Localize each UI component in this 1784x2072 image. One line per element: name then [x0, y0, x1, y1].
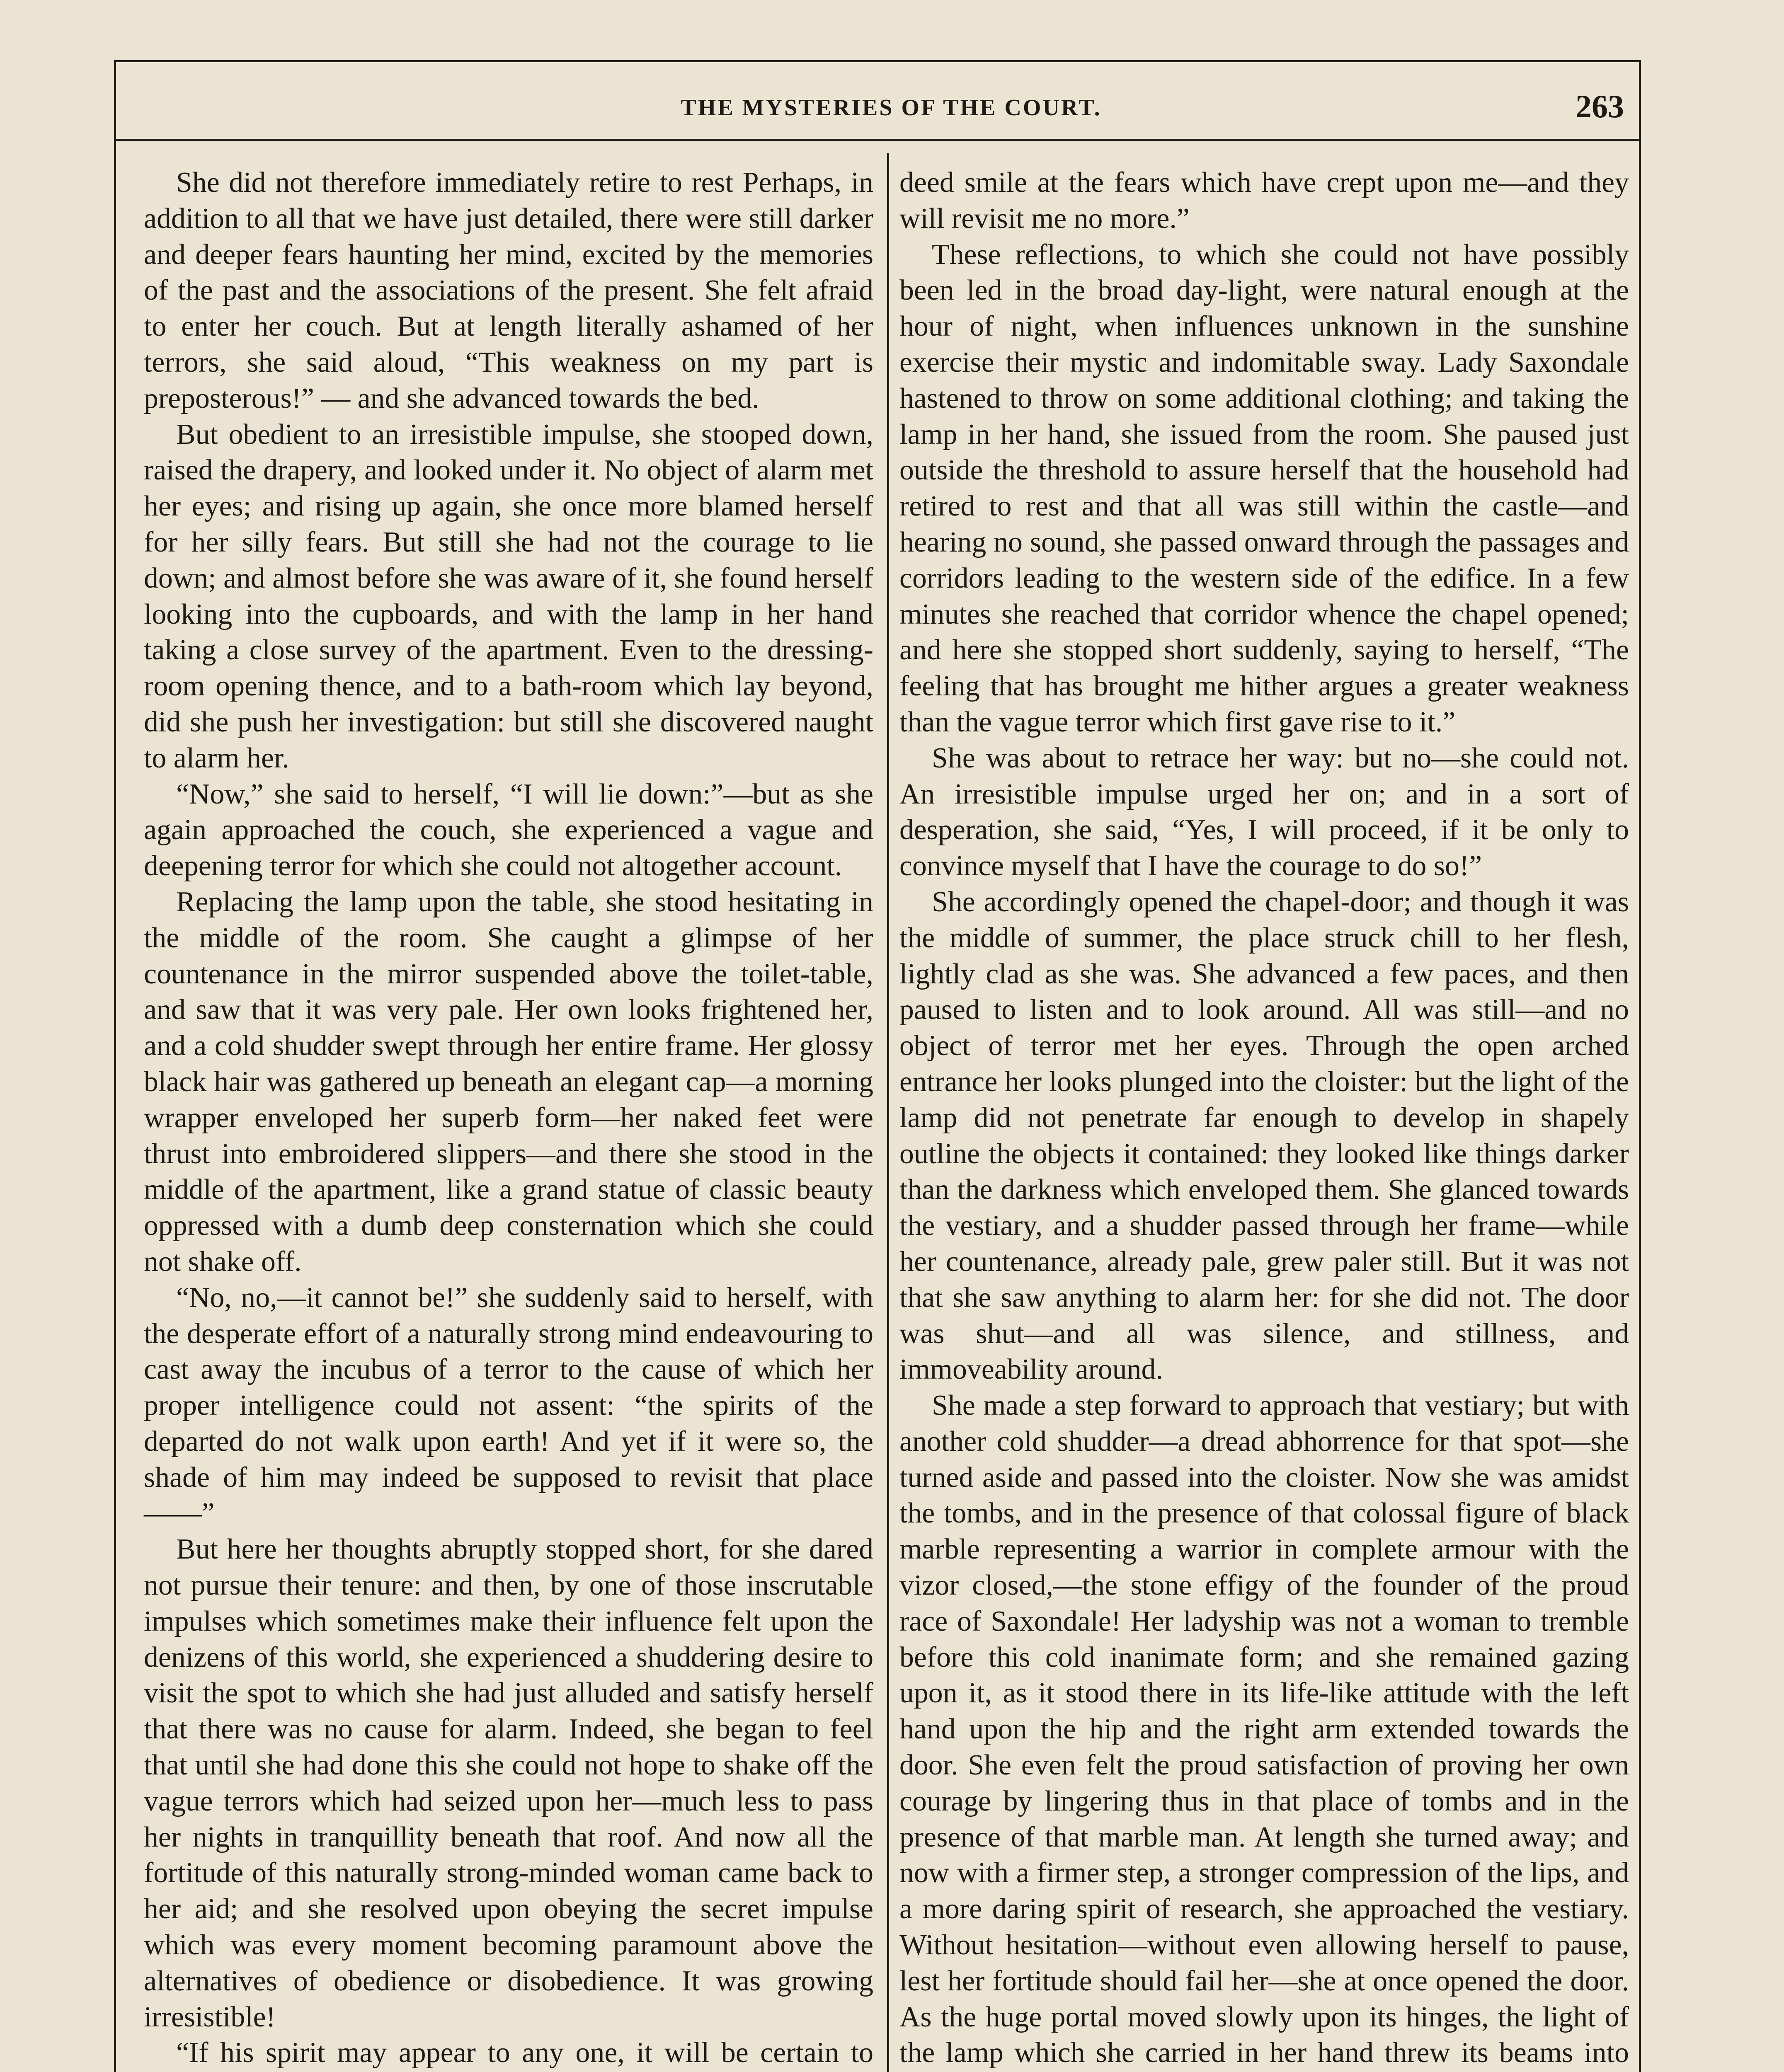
running-header: THE MYSTERIES OF THE COURT.	[681, 95, 1102, 121]
paragraph: “If his spirit may appear to any one, it will be certain to	[176, 2037, 873, 2069]
paragraph: These reflections, to which she could not have possibly been led in the broad day-light, were natural enough at the hour of night, when influences unknown in the sunshine exercise their mystic and indomitable sway. Lady Saxondale hastened to throw on some additional clothing; and taking the lamp in her hand, she issued from the room. She paused just outside the threshold to assure herself that the household had retired to rest and that all was still within the castle—and hearing no sound, she passed onward through the passages and corridors leading to the western side of the edifice. In a few minutes she reached that corridor whence the chapel opened; and here she stopped short suddenly, saying to herself, “The feeling that has brought me hither argues a greater weakness than the vague terror which first gave rise to it.”	[899, 238, 1629, 738]
paragraph: She accordingly opened the chapel-door; and though it was the middle of summer, the place struck chill to her flesh, lightly clad as she was. She advanced a few paces, and then paused to listen and to look around. All was still—and no object of terror met her eyes. Through the open arched entrance her looks plunged into the cloister: but the light of the lamp did not penetrate far enough to develop in shapely outline the objects it contained: they looked like things darker than the darkness which enveloped them. She glanced towards the vestiary, and a shudder passed through her frame—while her countenance, already pale, grew paler still. But it was not that she saw anything to alarm her: for she did not. The door was shut—and all was silence, and stillness, and immoveability around.	[899, 886, 1629, 1386]
paragraph: But obedient to an irresistible impulse, she stooped down, raised the drapery, and looked under it. No object of alarm met her eyes; and rising up again, she once more blamed herself for her silly fears. But still she had not the courage to lie down; and almost before she was aware of it, she found herself looking into the cupboards, and with the lamp in her hand taking a close survey of the apartment. Even to the dressing-room opening thence, and to a bath-room which lay beyond, did she push her investigation: but still she discovered naught to alarm her.	[144, 418, 873, 774]
page-number: 263	[1576, 88, 1624, 124]
column-divider	[887, 153, 889, 2072]
paragraph: “Now,” she said to herself, “I will lie down:”—but as she again approached the couch, she experienced a vague and deepening terror for which she could not altogether account.	[144, 778, 873, 882]
paragraph-continued: deed smile at the fears which have crept upon me—and they will revisit me no more.”	[899, 167, 1629, 235]
paragraph: She did not therefore immediately retire to rest Perhaps, in addition to all that we have just detailed, there were still darker and deeper fears haunting her mind, excited by the memories of the past and the associations of the present. She felt afraid to enter her couch. But at length literally ashamed of her terrors, she said aloud, “This weakness on my part is preposterous!” — and she advanced towards the bed.	[144, 167, 873, 414]
paragraph: She made a step forward to approach that vestiary; but with another cold shudder—a dread abhorrence for that spot—she turned aside and passed into the cloister. Now she was amidst the tombs, and in the presence of that colossal figure of black marble representing a warrior in complete armour with the vizor closed,—the stone effigy of the founder of the proud race of Saxondale! Her ladyship was not a woman to tremble before this cold inanimate form; and she remained gazing upon it, as it stood there in its life-like attitude with the left hand upon the hip and the right arm extended towards the door. She even felt the proud satisfaction of proving her own courage by lingering thus in that place of tombs and in the presence of that marble man. At length she turned away; and now with a firmer step, a stronger compression of the lips, and a more daring spirit of research, she approached the vestiary. Without hesitation—without even allowing herself to pause, lest her fortitude should fail her—she at once opened the door. As the huge portal moved slowly upon its hinges, the light of the lamp which she carried in her hand threw its beams into	[899, 1389, 1629, 2069]
left-column	[144, 165, 873, 2072]
paragraph: “No, no,—it cannot be!” she suddenly said to herself, with the desperate effort of a naturally strong mind endeavouring to cast away the incubus of a terror to the cause of which her proper intelligence could not assent: “the spirits of the departed do not walk upon earth! And yet if it were so, the shade of him may indeed be supposed to revisit that place——”	[144, 1281, 873, 1530]
right-column	[899, 165, 1629, 2072]
paragraph: But here her thoughts abruptly stopped short, for she dared not pursue their tenure: and then, by one of those inscrutable impulses which sometimes make their influence felt upon the denizens of this world, she experienced a shuddering desire to visit the spot to which she had just alluded and satisfy herself that there was no cause for alarm. Indeed, she began to feel that until she had done this she could not hope to shake off the vague terrors which had seized upon her—much less to pass her nights in tranquillity beneath that roof. And now all the fortitude of this naturally strong-minded woman came back to her aid; and she resolved upon obeying the secret impulse which was every moment becoming paramount above the alternatives of obedience or disobedience. It was growing irresistible!	[144, 1533, 873, 2033]
paragraph: She was about to retrace her way: but no—she could not. An irresistible impulse urged her on; and in a sort of desperation, she said, “Yes, I will proceed, if it be only to convince myself that I have the courage to do so!”	[899, 742, 1629, 882]
header-rule	[114, 139, 1641, 141]
paragraph: Replacing the lamp upon the table, she stood hesitating in the middle of the room. She caught a glimpse of her countenance in the mirror suspended above the toilet-table, and saw that it was very pale. Her own looks frightened her, and a cold shudder swept through her entire frame. Her glossy black hair was gathered up beneath an elegant cap—a morning wrapper enveloped her superb form—her naked feet were thrust into embroidered slippers—and there she stood in the middle of the apartment, like a grand statue of classic beauty oppressed with a dumb deep consternation which she could not shake off.	[144, 886, 873, 1278]
